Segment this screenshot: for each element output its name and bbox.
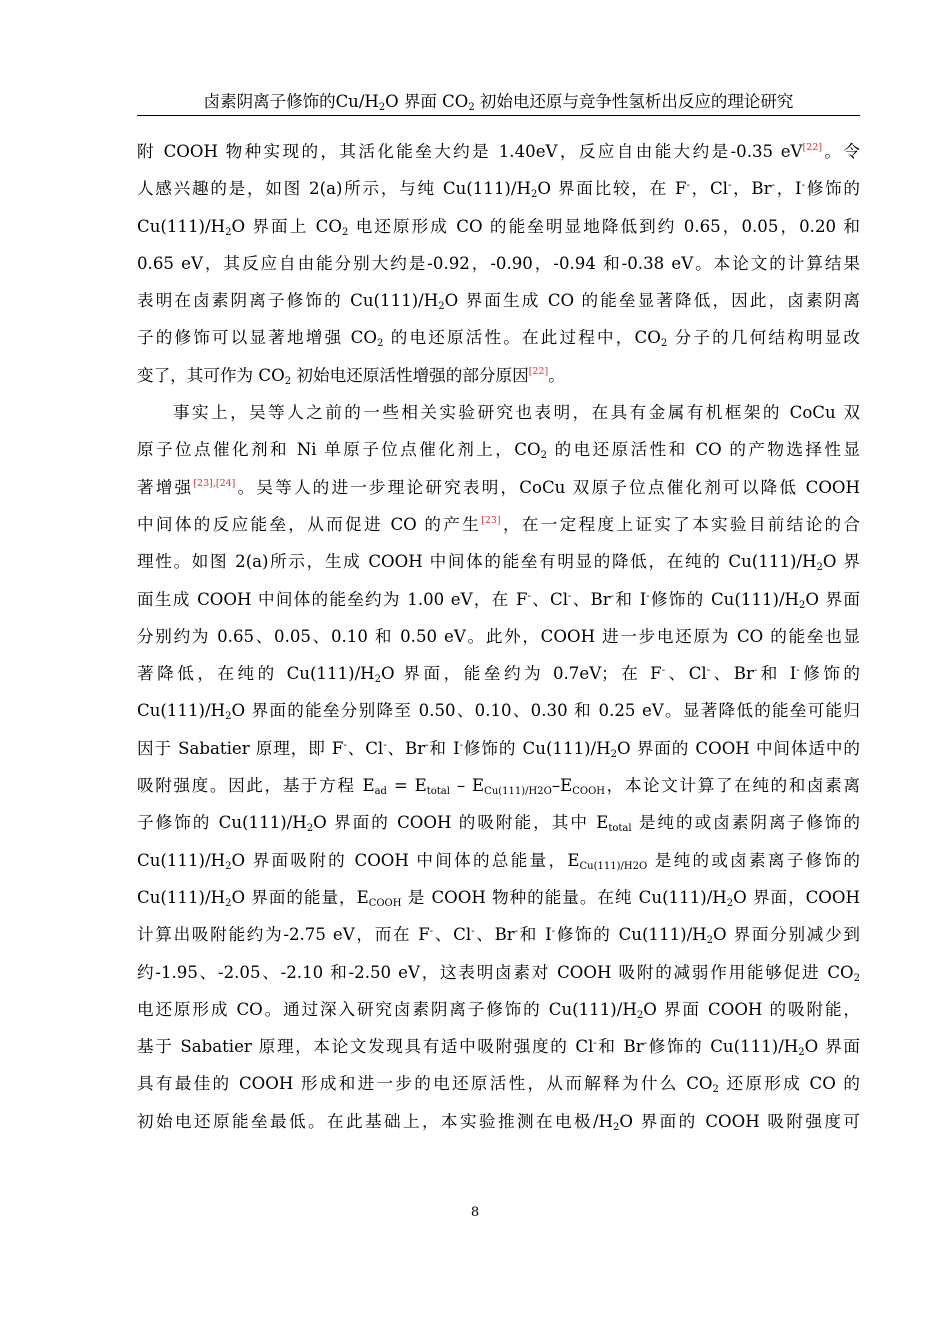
text-run: 基于 Sabatier 原理，本论文发现具有适中吸附强度的 Cl <box>137 1037 594 1057</box>
text-line <box>137 730 860 767</box>
text-run: 、Br <box>571 589 611 609</box>
subscript: Cu(111)/H2O <box>484 786 552 798</box>
text-run: O 界面的 COOH 吸附强度可 <box>619 1111 860 1131</box>
text-run: Cu(111)/H <box>137 701 226 721</box>
text-line <box>137 804 860 841</box>
text-run: ，在一定程度上证实了本实验目前结论的合 <box>500 514 860 534</box>
subscript: 2 <box>341 226 349 238</box>
text-run: 修饰的 <box>799 664 860 684</box>
superscript: - <box>425 739 429 751</box>
text-run: ，I <box>774 179 802 199</box>
running-header <box>137 89 860 116</box>
text-run: 修饰的 Cu(111)/H <box>463 738 611 758</box>
superscript: - <box>514 926 519 938</box>
citation: [23] <box>481 514 501 526</box>
subscript: total <box>426 786 450 798</box>
subscript: total <box>608 823 632 835</box>
superscript: - <box>753 665 758 677</box>
subscript: 2 <box>376 338 384 350</box>
text-line <box>137 357 860 394</box>
superscript: - <box>643 1038 648 1050</box>
subscript: 2 <box>660 338 668 350</box>
superscript: - <box>568 590 572 602</box>
text-run: 还原形成 CO 的 <box>718 1074 860 1094</box>
text-run: 分子的几何结构明显改 <box>667 328 860 348</box>
superscript: - <box>343 739 347 751</box>
text-run: = E <box>386 776 427 796</box>
superscript: - <box>727 180 732 192</box>
subscript: 2 <box>636 1009 644 1021</box>
text-run: 。吴等人的进一步理论研究表明，CoCu 双原子位点催化剂可以降低 COOH <box>235 477 860 497</box>
text-run: 修饰的 Cu(111)/H <box>649 589 800 609</box>
text-run: 著增强 <box>137 477 194 497</box>
text-run: 是 COOH 物种的能量。在纯 Cu(111)/H <box>401 887 727 907</box>
subscript: 2 <box>225 226 232 238</box>
text-run: 中间体的反应能垒，从而促进 CO 的产生 <box>137 514 482 534</box>
text-run: O 界面，COOH <box>733 887 860 907</box>
text-run: O 界面的能垒分别降至 0.50、0.10、0.30 和 0.25 eV。显著降低的能垒可能归 <box>231 701 860 721</box>
subscript: 2 <box>853 972 860 984</box>
text-run: 和 I <box>518 925 552 945</box>
text-run: 的电还原活性和 CO 的产物选择性显 <box>546 440 860 460</box>
subscript: 2 <box>540 450 547 462</box>
text-run: 和 Br <box>596 1037 644 1057</box>
superscript: - <box>527 590 531 602</box>
text-run: 分别约为 0.65、0.05、0.10 和 0.50 eV。此外，COOH 进一步电还原为 CO 的能垒也显 <box>137 626 860 646</box>
text-run: – E <box>449 776 485 796</box>
superscript: - <box>706 665 711 677</box>
superscript: - <box>610 590 615 602</box>
text-line <box>137 1103 860 1140</box>
text-line <box>137 581 860 618</box>
text-run: 和 I <box>614 589 647 609</box>
text-run: ，Br <box>731 179 772 199</box>
superscript: - <box>593 1038 597 1050</box>
text-line <box>137 394 860 431</box>
text-line <box>137 431 860 468</box>
text-run: 、Cl <box>433 925 472 945</box>
text-run: 表明在卤素阴离子修饰的 Cu(111)/H <box>137 291 439 311</box>
text-run: Cu(111)/H <box>137 887 226 907</box>
subscript: 2 <box>438 301 445 313</box>
text-line <box>137 1065 860 1102</box>
header-title-part: O 界面 CO <box>385 92 469 111</box>
superscript: - <box>801 180 805 192</box>
superscript: - <box>383 739 387 751</box>
text-line <box>137 543 860 580</box>
text-run: –E <box>551 776 573 796</box>
text-run: 修饰的 Cu(111)/H <box>647 1037 799 1057</box>
text-run: 修饰的 Cu(111)/H <box>555 925 707 945</box>
header-subscript: 2 <box>378 102 386 113</box>
text-run: 初始电还原活性增强的部分原因 <box>291 365 529 385</box>
page-number: 8 <box>470 1205 480 1220</box>
text-line <box>137 842 860 879</box>
text-run: 是纯的或卤素离子修饰的 <box>647 850 860 870</box>
text-run: 人感兴趣的是，如图 2(a)所示，与纯 Cu(111)/H <box>137 179 531 199</box>
citation: [22] <box>802 142 823 153</box>
superscript: - <box>686 180 690 192</box>
text-line <box>137 208 860 245</box>
superscript: - <box>771 180 775 192</box>
citation: [23],[24] <box>193 477 236 489</box>
subscript: 2 <box>712 1084 719 1096</box>
text-run: 具有最佳的 COOH 形成和进一步的电还原活性，从而解释为什么 CO <box>137 1074 713 1094</box>
text-run: 、Cl <box>530 589 569 609</box>
subscript: 2 <box>799 599 806 611</box>
text-run: Cu(111)/H <box>137 216 226 236</box>
text-line <box>137 170 860 207</box>
text-run: 是纯的或卤素阴离子修饰的 <box>631 813 860 833</box>
text-run: 。 <box>548 365 565 385</box>
text-run: 面生成 COOH 中间体的能垒约为 1.00 eV，在 F <box>137 589 528 609</box>
text-run: 理性。如图 2(a)所示，生成 COOH 中间体的能垒有明显的降低，在纯的 Cu(111)/H <box>137 552 817 572</box>
text-line <box>137 1028 860 1065</box>
citation: [22] <box>528 365 549 377</box>
text-line <box>137 767 860 804</box>
header-title-part: 卤素阴离子修饰的Cu/H <box>203 92 379 111</box>
header-title-part: 初始电还原与竞争性氢析出反应的理论研究 <box>474 92 794 111</box>
subscript: 2 <box>225 897 232 909</box>
subscript: 2 <box>613 1121 620 1133</box>
superscript: - <box>661 665 666 677</box>
subscript: 2 <box>726 897 734 909</box>
superscript: - <box>471 926 475 938</box>
text-run: O 界面的 COOH 的吸附能，其中 E <box>313 813 609 833</box>
subscript: COOH <box>368 897 402 909</box>
superscript: - <box>796 665 800 677</box>
text-line <box>137 879 860 916</box>
text-line <box>137 692 860 729</box>
subscript: 2 <box>706 935 714 947</box>
text-run: O 界面 <box>804 1037 860 1057</box>
subscript: 2 <box>306 823 314 835</box>
text-line <box>137 245 860 282</box>
text-run: O 界面 COOH 的吸附能， <box>643 999 860 1019</box>
text-run: O 界面，能垒约为 0.7eV；在 F <box>381 664 662 684</box>
text-run: 变了，其可作为 CO <box>137 365 285 385</box>
text-line <box>137 469 860 506</box>
text-run: 、Cl <box>665 664 707 684</box>
text-run: ，Cl <box>689 179 728 199</box>
text-run: 电还原形成 CO。通过深入研究卤素阴离子修饰的 Cu(111)/H <box>137 999 637 1019</box>
text-run: 著降低，在纯的 Cu(111)/H <box>137 664 375 684</box>
text-line <box>137 954 860 991</box>
subscript: 2 <box>225 860 232 872</box>
text-run: 计算出吸附能约为-2.75 eV，而在 F <box>137 925 430 945</box>
subscript: 2 <box>610 748 617 760</box>
subscript: 2 <box>798 1047 805 1059</box>
text-run: 修饰的 <box>805 179 860 199</box>
superscript: - <box>459 739 464 751</box>
text-line <box>137 916 860 953</box>
text-run: 事实上，吴等人之前的一些相关实验研究也表明，在具有金属有机框架的 CoCu 双 <box>173 403 860 423</box>
text-run: O 界面上 CO <box>231 216 342 236</box>
text-run: 子的修饰可以显著地增强 CO <box>137 328 377 348</box>
text-run: 电还原形成 CO 的能垒明显地降低到约 0.65，0.05，0.20 和 <box>348 216 860 236</box>
text-line <box>137 506 860 543</box>
text-run: 原子位点催化剂和 Ni 单原子位点催化剂上，CO <box>137 440 541 460</box>
subscript: COOH <box>572 786 606 798</box>
text-run: 、Br <box>386 738 426 758</box>
body-text <box>137 133 860 1140</box>
text-run: 和 I <box>757 664 797 684</box>
text-run: 的电还原活性。在此过程中，CO <box>383 328 661 348</box>
text-run: O 界面比较，在 F <box>537 179 687 199</box>
text-run: 初始电还原能垒最低。在此基础上，本实验推测在电极/H <box>137 1111 614 1131</box>
superscript: - <box>551 926 556 938</box>
text-run: 吸附强度。因此，基于方程 E <box>137 776 375 796</box>
text-run: 、Cl <box>346 738 384 758</box>
text-run: 0.65 eV，其反应自由能分别大约是-0.92，-0.90，-0.94 和-0.38 eV。本论文的计算结果 <box>137 253 860 273</box>
text-run: O 界面吸附的 COOH 中间体的总能量，E <box>231 850 580 870</box>
text-run: O 界面分别减少到 <box>713 925 860 945</box>
text-run: O 界面 <box>805 589 860 609</box>
subscript: 2 <box>225 711 232 723</box>
text-run: 约-1.95、-2.05、-2.10 和-2.50 eV，这表明卤素对 COOH 吸附的减弱作用能够促进 CO <box>137 962 854 982</box>
text-run: O 界面的能量，E <box>231 887 369 907</box>
text-line <box>137 133 860 170</box>
text-run: Cu(111)/H <box>137 850 226 870</box>
subscript: Cu(111)/H2O <box>579 860 648 872</box>
text-line <box>137 319 860 356</box>
text-line <box>137 282 860 319</box>
text-run: ，本论文计算了在纯的和卤素离 <box>605 776 860 796</box>
superscript: - <box>429 926 434 938</box>
text-run: 、Br <box>710 664 754 684</box>
subscript: 2 <box>374 674 382 686</box>
text-run: O 界面生成 CO 的能垒显著降低，因此，卤素阴离 <box>444 291 860 311</box>
subscript: ad <box>374 786 387 798</box>
text-run: 、Br <box>474 925 515 945</box>
text-line <box>137 655 860 692</box>
superscript: - <box>646 590 650 602</box>
text-run: 子修饰的 Cu(111)/H <box>137 813 307 833</box>
text-run: 附 COOH 物种实现的，其活化能垒大约是 1.40eV，反应自由能大约是-0.35 eV <box>137 142 803 161</box>
text-run: 因于 Sabatier 原理，即 F <box>137 738 344 758</box>
text-run: O 界面的 COOH 中间体适中的 <box>617 738 860 758</box>
text-line <box>137 991 860 1028</box>
subscript: 2 <box>816 562 823 574</box>
header-subscript: 2 <box>468 102 475 113</box>
subscript: 2 <box>530 189 538 201</box>
text-run: O 界 <box>822 552 860 572</box>
subscript: 2 <box>284 375 292 387</box>
text-line <box>137 618 860 655</box>
text-run: 。令 <box>822 142 860 161</box>
text-run: 和 I <box>428 738 460 758</box>
